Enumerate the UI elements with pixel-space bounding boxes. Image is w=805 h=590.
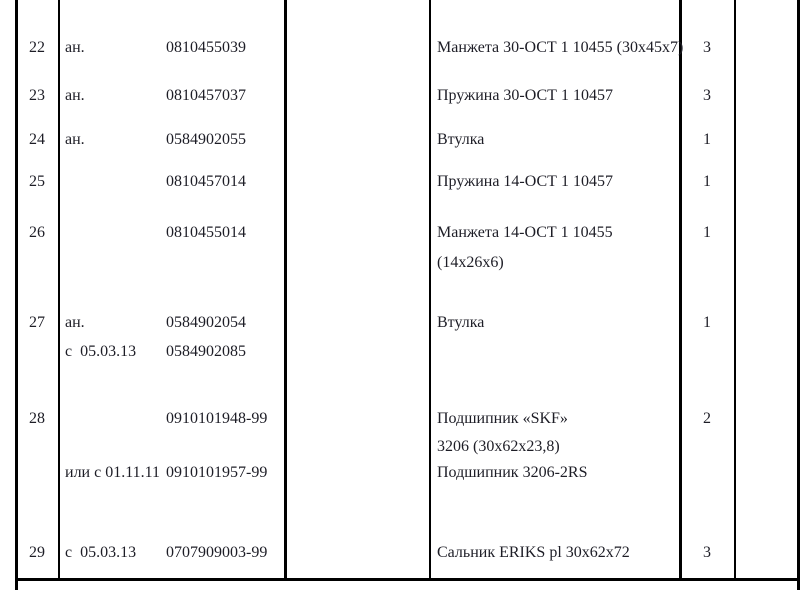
- column-divider-blank: [429, 0, 431, 578]
- quantity: 1: [703, 314, 711, 331]
- quantity: 1: [703, 131, 711, 148]
- quantity: 3: [703, 87, 711, 104]
- row-number: 24: [29, 131, 45, 148]
- description: Манжета 14-ОСТ 1 10455: [437, 224, 613, 241]
- effective-date-note: с 05.03.13: [65, 343, 137, 360]
- row-number: 27: [29, 314, 45, 331]
- quantity: 1: [703, 173, 711, 190]
- part-number: 0910101948-99: [166, 410, 268, 427]
- annotation-code: ан.: [65, 131, 85, 148]
- column-divider-partnumber: [284, 0, 287, 578]
- description: Манжета 30-ОСТ 1 10455 (30х45х7): [437, 39, 684, 56]
- quantity: 1: [703, 224, 711, 241]
- effective-date-note: или с 01.11.11: [65, 464, 161, 481]
- part-number: 0810455039: [166, 39, 246, 56]
- annotation-code: ан.: [65, 39, 85, 56]
- part-number: 0810457037: [166, 87, 246, 104]
- part-number-line2: 0584902085: [166, 343, 246, 360]
- description: Подшипник «SKF»: [437, 410, 568, 427]
- description: Втулка: [437, 314, 485, 331]
- quantity: 3: [703, 544, 711, 561]
- description-line2: 3206 (30х62х23,8): [437, 438, 560, 455]
- row-number: 29: [29, 544, 45, 561]
- description-line2: (14х26х6): [437, 254, 504, 271]
- part-number: 0584902054: [166, 314, 246, 331]
- part-number: 0584902055: [166, 131, 246, 148]
- description: Пружина 14-ОСТ 1 10457: [437, 173, 613, 190]
- description-line3: Подшипник 3206-2RS: [437, 464, 588, 481]
- effective-date-note: с 05.03.13: [65, 544, 137, 561]
- description: Пружина 30-ОСТ 1 10457: [437, 87, 613, 104]
- row-number: 25: [29, 173, 45, 190]
- quantity: 3: [703, 39, 711, 56]
- part-number: 0707909003-99: [166, 544, 268, 561]
- part-number-line2: 0910101957-99: [166, 464, 268, 481]
- description: Сальник ERIKS pl 30х62х72: [437, 544, 630, 561]
- row-number: 22: [29, 39, 45, 56]
- table-right-border: [797, 0, 800, 590]
- annotation-code: ан.: [65, 314, 85, 331]
- part-number: 0810455014: [166, 224, 246, 241]
- annotation-code: ан.: [65, 87, 85, 104]
- part-number: 0810457014: [166, 173, 246, 190]
- row-number: 28: [29, 410, 45, 427]
- row-number: 23: [29, 87, 45, 104]
- row-number: 26: [29, 224, 45, 241]
- section-divider-line: [15, 578, 800, 581]
- description: Втулка: [437, 131, 485, 148]
- quantity: 2: [703, 410, 711, 427]
